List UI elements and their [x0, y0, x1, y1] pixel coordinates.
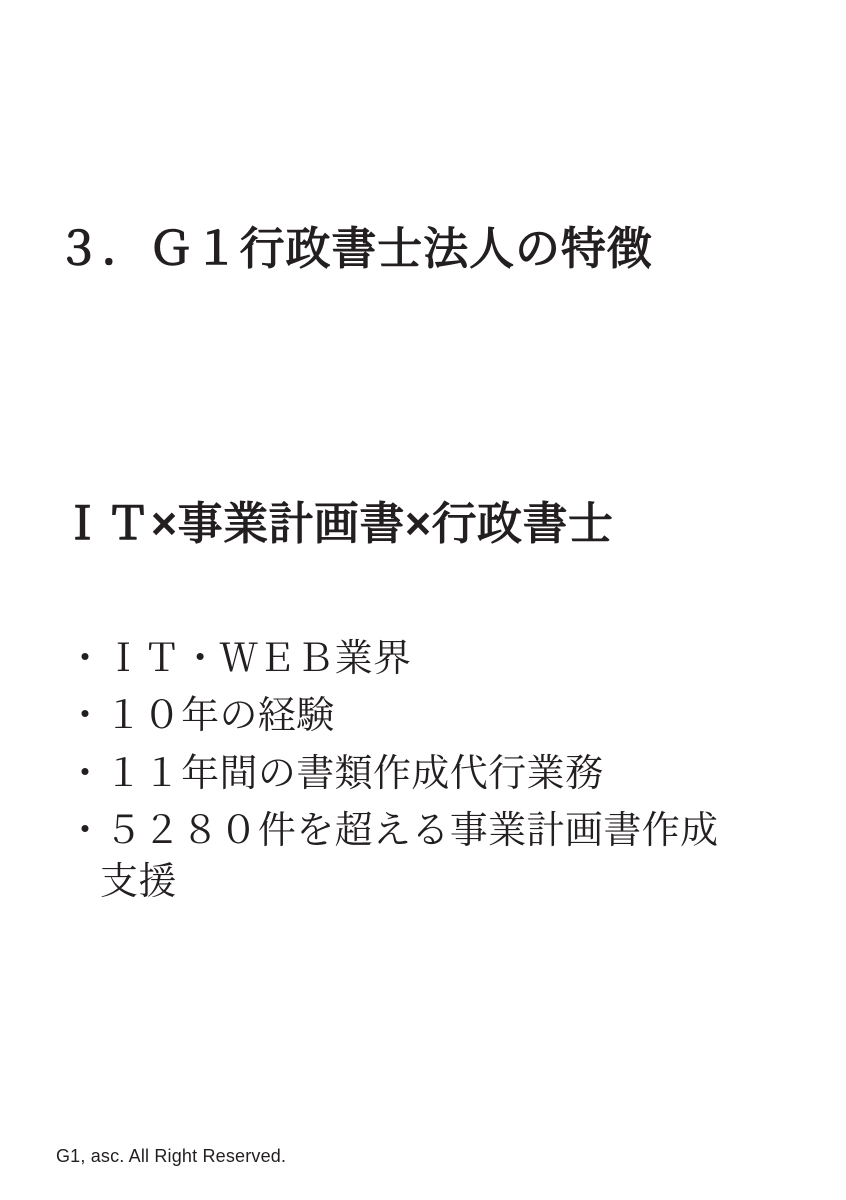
list-item: [66, 634, 806, 685]
list-item-text: ・５２８０件を超える事業計画書作成: [66, 809, 719, 852]
section-subtitle: ＩＴ×事業計画書×行政書士: [60, 498, 614, 550]
list-item: [66, 749, 806, 800]
copyright-footer: G1, asc. All Right Reserved.: [56, 1146, 287, 1166]
list-item: [66, 806, 806, 909]
list-item-text-continuation: 支援: [100, 861, 177, 904]
list-item-text: ・ＩＴ・ＷＥＢ業界: [66, 638, 412, 680]
list-item-text: ・１０年の経験: [66, 695, 335, 738]
list-item-text: ・１１年間の書類作成代行業務: [66, 752, 604, 795]
feature-bullet-list: [66, 634, 806, 914]
page-title: ３．Ｇ１行政書士法人の特徴: [56, 223, 653, 275]
list-item: [66, 691, 806, 742]
